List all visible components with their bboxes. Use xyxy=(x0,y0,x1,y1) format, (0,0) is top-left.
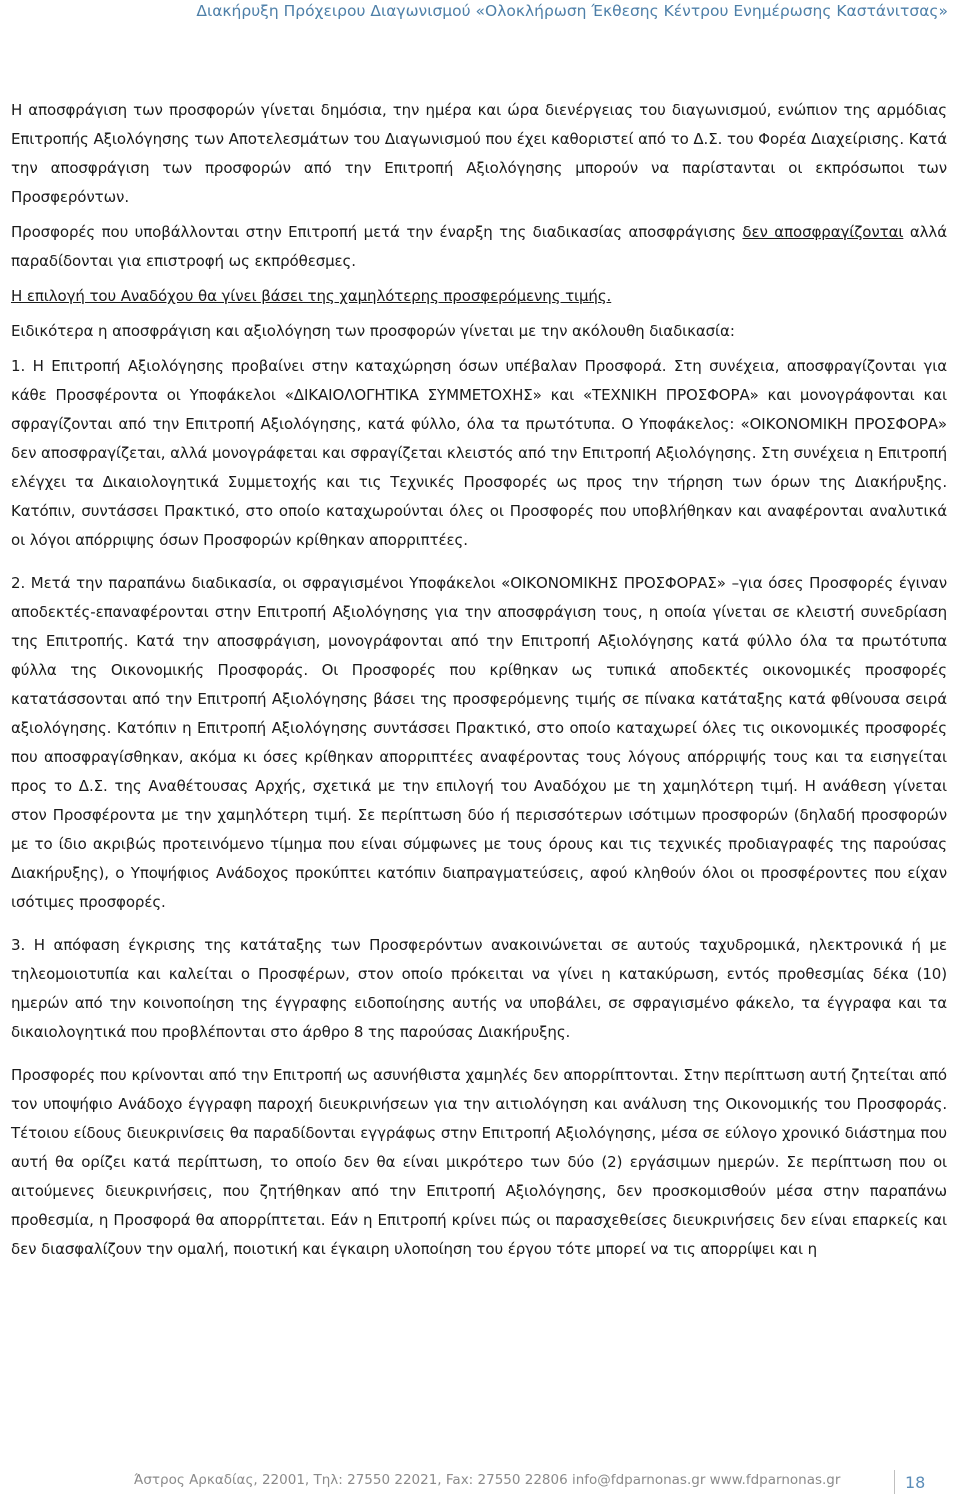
late-offers-underlined: δεν αποσφραγίζονται xyxy=(742,223,904,241)
late-offers-text-end: αλλά παραδίδονται για επιστροφή ως εκπρόθεσμες. xyxy=(11,223,947,270)
paragraph-selection-criterion: Η επιλογή του Αναδόχου θα γίνει βάσει της χαμηλότερης προσφερόμενης τιμής. xyxy=(11,287,612,305)
paragraph-opening-procedure: Η αποσφράγιση των προσφορών γίνεται δημόσια, την ημέρα και ώρα διενέργειας του διαγωνισμού, ενώπιον της αρμόδιας Επιτροπής Αξιολόγησης των Αποτελεσμάτων του Διαγωνισμού που έχει καθοριστεί από το Δ.Σ. του Φορέα Διαχείρισης. Κατά την αποσφράγιση των προσφορών από την Επιτροπή Αξιολόγησης μπορούν να παρίστανται οι εκπρόσωποι των Προσφερόντων. xyxy=(11,101,947,206)
document-header: Διακήρυξη Πρόχειρου Διαγωνισμού «Ολοκλήρωση Έκθεσης Κέντρου Ενημέρωσης Καστάνιτσας» xyxy=(196,2,948,20)
footer-contact: Άστρος Αρκαδίας, 22001, Τηλ: 27550 22021, Fax: 27550 22806 info@fdparnonas.gr www.fdparnonas.gr xyxy=(134,1472,841,1488)
paragraph-late-offers xyxy=(11,218,947,276)
document-body xyxy=(11,96,947,1278)
footer-divider xyxy=(894,1470,895,1494)
late-offers-text-start: Προσφορές που υποβάλλονται στην Επιτροπή μετά την έναρξη της διαδικασίας αποσφράγισης xyxy=(11,223,743,241)
document-footer xyxy=(0,1470,960,1496)
paragraph-low-offers: Προσφορές που κρίνονται από την Επιτροπή ως ασυνήθιστα χαμηλές δεν απορρίπτονται. Στην περίπτωση αυτή ζητείται από τον υποψήφιο Ανάδοχο έγγραφη παροχή διευκρινήσεων για την αιτιολόγηση και ανάλυση της Οικονομικής του Προσφοράς. Τέτοιου είδους διευκρινίσεις θα παραδίδονται εγγράφως στην Επιτροπή Αξιολόγησης, μέσα σε εύλογο χρονικό διάστημα που αυτή θα ορίζει κατά περίπτωση, το οποίο δεν θα είναι μικρότερο των δύο (2) εργάσιμων ημερών. Σε περίπτωση που οι αιτούμενες διευκρινήσεις, που ζητήθηκαν από την Επιτροπή Αξιολόγησης, δεν προσκομισθούν μέσα στην παραπάνω προθεσμία, η Προσφορά θα απορρίπτεται. Εάν η Επιτροπή κρίνει πώς οι παρασχεθείσες διευκρινήσεις δεν είναι επαρκείς και δεν διασφαλίζουν την ομαλή, ποιοτική και έγκαιρη υλοποίηση του έργου τότε μπορεί να τις απορρίψει και η xyxy=(11,1066,947,1258)
page-number: 18 xyxy=(905,1473,926,1492)
list-item-1: 1. Η Επιτροπή Αξιολόγησης προβαίνει στην καταχώρηση όσων υπέβαλαν Προσφορά. Στη συνέχεια, αποσφραγίζονται για κάθε Προσφέροντα οι Υποφάκελοι «ΔΙΚΑΙΟΛΟΓΗΤΙΚΑ ΣΥΜΜΕΤΟΧΗΣ» και «ΤΕΧΝΙΚΗ ΠΡΟΣΦΟΡΑ» και μονογράφονται και σφραγίζονται από την Επιτροπή Αξιολόγησης, κατά φύλλο, όλα τα πρωτότυπα. Ο Υποφάκελος: «ΟΙΚΟΝΟΜΙΚΗ ΠΡΟΣΦΟΡΑ» δεν αποσφραγίζεται, αλλά μονογράφεται και σφραγίζεται κλειστός από την Επιτροπή Αξιολόγησης. Στη συνέχεια η Επιτροπή ελέγχει τα Δικαιολογητικά Συμμετοχής και τις Τεχνικές Προσφορές ως προς την τήρηση των όρων της Διακήρυξης. Κατόπιν, συντάσσει Πρακτικό, στο οποίο καταχωρούνται όλες οι Προσφορές που υποβλήθηκαν και αναφέρονται αναλυτικά οι λόγοι απόρριψης όσων Προσφορών κρίθηκαν απορριπτέες. xyxy=(11,357,947,549)
list-item-3: 3. Η απόφαση έγκρισης της κατάταξης των Προσφερόντων ανακοινώνεται σε αυτούς ταχυδρομικά, ηλεκτρονικά ή με τηλεομοιοτυπία και καλείται ο Προσφέρων, στον οποίο πρόκειται να γίνει η κατακύρωση, εντός προθεσμίας δέκα (10) ημερών από την κοινοποίηση της έγγραφης ειδοποίησης αυτής να υποβάλει, σε σφραγισμένο φάκελο, τα έγγραφα και τα δικαιολογητικά που προβλέπονται στο άρθρο 8 της παρούσας Διακήρυξης. xyxy=(11,936,947,1041)
paragraph-procedure-intro: Ειδικότερα η αποσφράγιση και αξιολόγηση των προσφορών γίνεται με την ακόλουθη διαδικασία: xyxy=(11,322,735,340)
list-item-2: 2. Μετά την παραπάνω διαδικασία, οι σφραγισμένοι Υποφάκελοι «ΟΙΚΟΝΟΜΙΚΗΣ ΠΡΟΣΦΟΡΑΣ» –για όσες Προσφορές έγιναν αποδεκτές-επαναφέρονται στην Επιτροπή Αξιολόγησης για την αποσφράγιση τους, η οποία γίνεται σε κλειστή συνεδρίαση της Επιτροπής. Κατά την αποσφράγιση, μονογράφονται από την Επιτροπή Αξιολόγησης κατά φύλλο όλα τα πρωτότυπα φύλλα της Οικονομικής Προσφοράς. Οι Προσφορές που κρίθηκαν ως τυπικά αποδεκτές οικονομικές προσφορές κατατάσσονται από την Επιτροπή Αξιολόγησης βάσει της προσφερόμενης τιμής σε πίνακα κατάταξης κατά φθίνουσα σειρά αξιολόγησης. Κατόπιν η Επιτροπή Αξιολόγησης συντάσσει Πρακτικό, στο οποίο καταχωρεί όλες τις οικονομικές προσφορές που αποσφραγίσθηκαν, ακόμα κι όσες κρίθηκαν απορριπτέες αναφέροντας τους λόγους απόρριψής τους και τα εισηγείται προς το Δ.Σ. της Αναθέτουσας Αρχής, σχετικά με την επιλογή του Αναδόχου με τη χαμηλότερη τιμή. Η ανάθεση γίνεται στον Προσφέροντα με την χαμηλότερη τιμή. Σε περίπτωση δύο ή περισσότερων ισότιμων προσφορών (δηλαδή προσφορών με το ίδιο ακριβώς προτεινόμενο τίμημα που είναι σύμφωνες με τους όρους και τις τεχνικές προδιαγραφές της παρούσας Διακήρυξης), ο Υποψήφιος Ανάδοχος προκύπτει κατόπιν διαπραγματεύσεις, αφού κληθούν όλοι οι προσφέροντες που είχαν ισότιμες προσφορές. xyxy=(11,574,947,911)
